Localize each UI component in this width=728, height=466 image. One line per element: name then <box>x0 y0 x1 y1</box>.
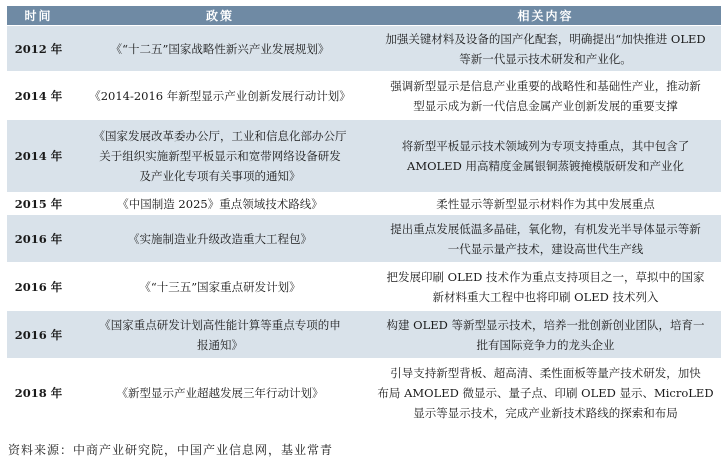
table-header <box>7 6 721 26</box>
row-content: 加强关键材料及设备的国产化配套，明确提出“加快推进 OLED 等新一代显示技术研发和产业化。 <box>385 31 706 66</box>
row-content: 将新型平板显示技术领域列为专项支持重点，其中包含了 AMOLED 用高精度金属银铜蒸镀掩模版研发和产业化 <box>401 139 690 173</box>
row-policy: 《“十三五”国家重点研发计划》 <box>139 279 301 294</box>
table-row <box>7 215 721 263</box>
row-content: 引导支持新型背板、超高清、柔性面板等量产技术研发，加快 布局 AMOLED 微显示、量子点、印刷 OLED 显示、MicroLED 显示等显示技术，完成产业新技术路线的探索和布局 <box>377 365 714 420</box>
table-row <box>7 120 721 193</box>
header-policy: 政策 <box>205 8 234 23</box>
row-year: 2018 年 <box>14 385 63 400</box>
row-policy: 《实施制造业升级改造重大工程包》 <box>128 231 312 246</box>
row-content: 提出重点发展低温多晶硅，氧化物，有机发光半导体显示等新 一代显示量产技术，建设高世代生产线 <box>390 221 701 256</box>
row-content: 强调新型显示是信息产业重要的战略性和基础性产业，推动新 型显示成为新一代信息金属产业创新发展的重要支撑 <box>390 78 701 113</box>
table-row <box>7 26 721 72</box>
row-year: 2012 年 <box>14 41 63 56</box>
row-year: 2016 年 <box>14 231 63 246</box>
row-policy: 《中国制造 2025》重点领域技术路线》 <box>117 196 323 211</box>
row-policy: 《国家发展改革委办公厅，工业和信息化部办公厅 关于组织实施新型平板显示和宽带网络设备研发 及产业化专项有关事项的通知》 <box>93 129 347 183</box>
source-note: 资料来源：中商产业研究院，中国产业信息网，基业常青 <box>8 443 334 457</box>
row-content: 把发展印刷 OLED 技术作为重点支持项目之一，草拟中的国家 新材料重大工程中也将印刷 OLED 技术列入 <box>386 269 705 304</box>
row-year: 2016 年 <box>14 279 63 294</box>
row-year: 2014 年 <box>14 149 63 163</box>
row-year: 2015 年 <box>14 196 63 211</box>
header-content: 相关内容 <box>517 8 574 23</box>
header-time: 时间 <box>24 8 53 23</box>
row-policy: 《2014-2016 年新型显示产业创新发展行动计划》 <box>89 88 351 103</box>
table-row <box>7 263 721 311</box>
row-policy: 《国家重点研发计划高性能计算等重点专项的申 报通知》 <box>99 317 341 352</box>
row-policy: 《新型显示产业超越发展三年行动计划》 <box>116 385 324 400</box>
table-row <box>7 193 721 215</box>
row-content: 构建 OLED 等新型显示技术，培养一批创新创业团队，培育一 批有国际竞争力的龙头企业 <box>386 317 705 352</box>
row-year: 2016 年 <box>14 327 63 342</box>
row-year: 2014 年 <box>14 88 63 103</box>
table-row <box>7 72 721 120</box>
table-row <box>7 359 721 427</box>
policy-table <box>7 6 721 427</box>
row-content: 柔性显示等新型显示材料作为其中发展重点 <box>436 196 655 211</box>
row-policy: 《“十二五”国家战略性新兴产业发展规划》 <box>110 41 330 56</box>
table-row <box>7 311 721 359</box>
